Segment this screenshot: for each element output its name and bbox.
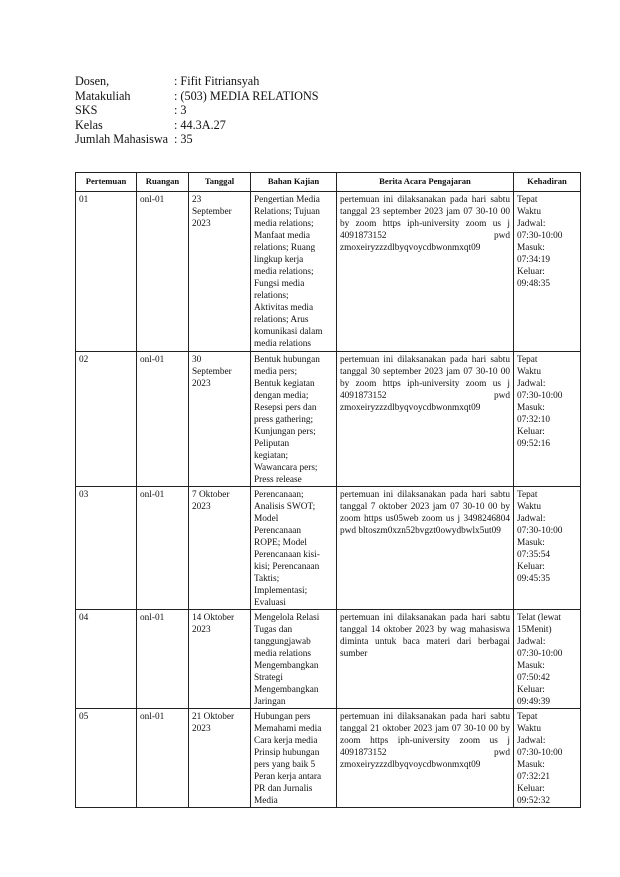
info-value: : 35 [174, 132, 193, 147]
cell-pertemuan: 04 [76, 610, 137, 709]
cell-ruangan: onl-01 [137, 709, 189, 808]
cell-ruangan: onl-01 [137, 192, 189, 352]
table-row [76, 352, 581, 487]
info-value: : 44.3A.27 [174, 117, 226, 132]
table-row [76, 610, 581, 709]
cell-pertemuan: 01 [76, 192, 137, 352]
info-value: : Fifit Fitriansyah [174, 74, 260, 88]
info-label: Matakuliah [75, 88, 131, 103]
cell-kehadiran: Tepat Waktu Jadwal: 07:30-10:00 Masuk: 07:34:19 Keluar: 09:48:35 [514, 192, 581, 352]
cell-kehadiran: Tepat Waktu Jadwal: 07:30-10:00 Masuk: 07:32:21 Keluar: 09:52:32 [514, 709, 581, 808]
header-berita-acara: Berita Acara Pengajaran [337, 173, 514, 192]
cell-pertemuan: 03 [76, 487, 137, 610]
cell-kehadiran: Tepat Waktu Jadwal: 07:30-10:00 Masuk: 07:32:10 Keluar: 09:52:16 [514, 352, 581, 487]
cell-tanggal: 21 Oktober 2023 [189, 709, 251, 808]
cell-bahan-kajian: Pengertian Media Relations; Tujuan media relations; Manfaat media relations; Ruang lingkup kerja media relations; Fungsi media relations; Aktivitas media relations; Arus komunikasi dalam media relations [251, 192, 337, 352]
info-label: SKS [75, 103, 98, 118]
info-label: Jumlah Mahasiswa [75, 132, 169, 147]
header-pertemuan: Pertemuan [76, 173, 137, 192]
table-row [76, 192, 581, 352]
cell-ruangan: onl-01 [137, 352, 189, 487]
cell-bahan-kajian: Bentuk hubungan media pers; Bentuk kegiatan dengan media; Resepsi pers dan press gathering; Kunjungan pers; Peliputan kegiatan; Wawancara pers; Press release [251, 352, 337, 487]
table-header-row [76, 173, 581, 192]
cell-berita-acara: pertemuan ini dilaksanakan pada hari sabtu tanggal 23 september 2023 jam 07 30-10 00 by zoom https iph-university zoom us j 4091873152 pwd zmoxeiryzzzdlbyqvoycdbwonmxqt09 [337, 192, 514, 352]
cell-bahan-kajian: Mengelola Relasi Tugas dan tanggungjawab media relations Mengembangkan Strategi Mengembangkan Jaringan [251, 610, 337, 709]
header-kehadiran: Kehadiran [514, 173, 581, 192]
cell-bahan-kajian: Perencanaan; Analisis SWOT; Model Perencanaan ROPE; Model Perencanaan kisi- kisi; Perencanaan Taktis; Implementasi; Evaluasi [251, 487, 337, 610]
info-row-jumlah-mahasiswa [75, 132, 319, 147]
course-info [75, 74, 319, 147]
cell-tanggal: 23 September 2023 [189, 192, 251, 352]
info-row-dosen [75, 74, 319, 89]
table-row [76, 709, 581, 808]
cell-berita-acara: pertemuan ini dilaksanakan pada hari sabtu tanggal 21 oktober 2023 jam 07 30-10 00 by zoom https iph-university zoom us j 4091873152 pwd zmoxeiryzzzdlbyqvoycdbwonmxqt09 [337, 709, 514, 808]
header-bahan-kajian: Bahan Kajian [251, 173, 337, 192]
cell-berita-acara: pertemuan ini dilaksanakan pada hari sabtu tanggal 7 oktober 2023 jam 07 30-10 00 by zoom https us05web zoom us j 3498246804 pwd bltoszm0xzn52bvgzt0owydbwlx5ut09 [337, 487, 514, 610]
cell-pertemuan: 02 [76, 352, 137, 487]
info-value: : 3 [174, 103, 187, 118]
info-row-kelas [75, 118, 319, 133]
cell-berita-acara: pertemuan ini dilaksanakan pada hari sabtu tanggal 30 september 2023 jam 07 30-10 00 by zoom https iph-university zoom us j 4091873152 pwd zmoxeiryzzzdlbyqvoycdbwonmxqt09 [337, 352, 514, 487]
cell-kehadiran: Telat (lewat 15Menit) Jadwal: 07:30-10:00 Masuk: 07:50:42 Keluar: 09:49:39 [514, 610, 581, 709]
cell-tanggal: 7 Oktober 2023 [189, 487, 251, 610]
cell-tanggal: 14 Oktober 2023 [189, 610, 251, 709]
info-label: Dosen, [75, 74, 110, 88]
cell-pertemuan: 05 [76, 709, 137, 808]
header-tanggal: Tanggal [189, 173, 251, 192]
cell-kehadiran: Tepat Waktu Jadwal: 07:30-10:00 Masuk: 07:35:54 Keluar: 09:45:35 [514, 487, 581, 610]
cell-tanggal: 30 September 2023 [189, 352, 251, 487]
info-row-matakuliah [75, 89, 319, 104]
cell-berita-acara: pertemuan ini dilaksanakan pada hari sabtu tanggal 14 oktober 2023 by wag mahasiswa diminta untuk baca materi dari berbagai sumber [337, 610, 514, 709]
table-row [76, 487, 581, 610]
info-label: Kelas [75, 117, 103, 132]
teaching-journal-table [75, 172, 581, 808]
header-ruangan: Ruangan [137, 173, 189, 192]
cell-ruangan: onl-01 [137, 487, 189, 610]
cell-ruangan: onl-01 [137, 610, 189, 709]
info-row-sks [75, 103, 319, 118]
info-value: : (503) MEDIA RELATIONS [174, 88, 319, 103]
cell-bahan-kajian: Hubungan pers Memahami media Cara kerja media Prinsip hubungan pers yang baik 5 Peran kerja antara PR dan Jurnalis Media [251, 709, 337, 808]
